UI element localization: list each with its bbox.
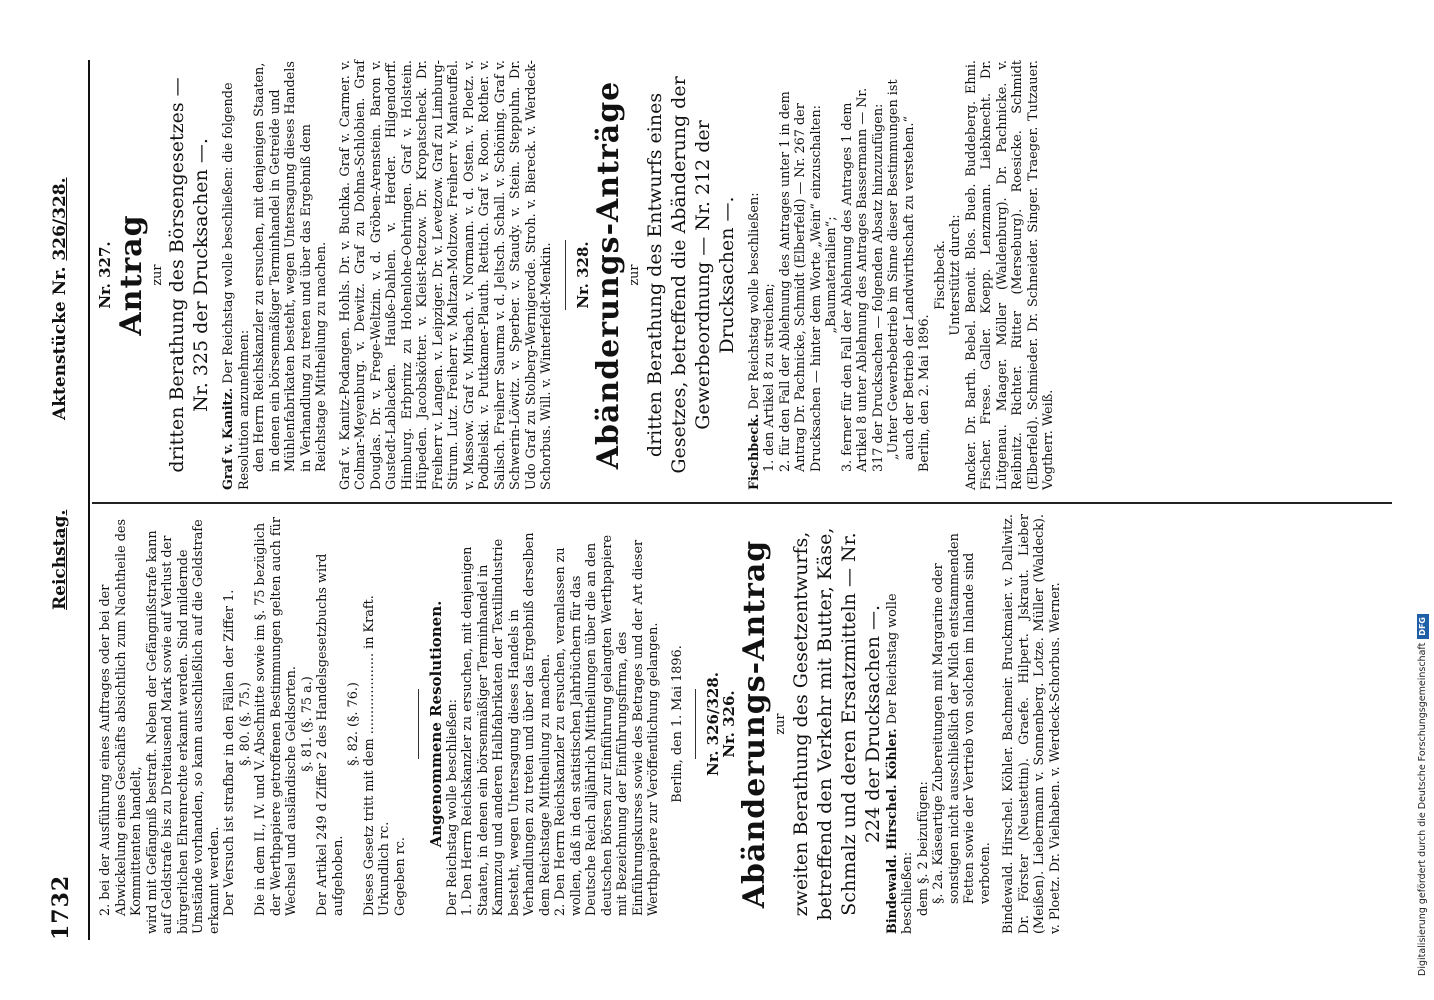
- antrag-326-line: dem §. 2 beizufügen:: [915, 781, 931, 916]
- paragraph: Urkundlich rc.: [377, 821, 392, 916]
- spacer: [330, 60, 338, 490]
- paragraph: Der Artikel 249 d Ziffer 2 des Handelsgesetzbuchs wird aufgehoben.: [315, 553, 346, 916]
- left-column: [98, 514, 1063, 934]
- antrag-328-signature: Fischbeck.: [932, 240, 948, 310]
- antrag-328-item: „Unter Gewerbebetrieb im Sinne dieser Bestimmungen ist auch der Betrieb der Landwirthschaft zu verstehen.“: [886, 79, 917, 460]
- antrag-326-movers: Bindewald. Hirschel. Köhler.: [884, 728, 900, 934]
- resolutions-intro: Der Reichstag wolle beschließen:: [444, 699, 460, 916]
- spacer: [213, 60, 221, 490]
- paragraph: 2. bei der Ausführung eines Auftrages oder bei der Abwickelung eines Geschäfts absichtlich zum Nachtheile des Kommittenten handelt,: [98, 518, 144, 916]
- spacer: [993, 514, 1001, 934]
- antrag-327-number: Nr. 327.: [96, 241, 114, 309]
- page-number: 1732: [48, 874, 74, 940]
- antrag-328-supporters: Ancker. Dr. Barth. Bebel. Benoit. Blos. Bueb. Buddeberg. Ehni. Fischer. Frese. Galler. Koepp. Lenzmann. Liebknecht. Dr. Lütgenau. Maager. Möller (Waldenburg). Dr. Pachnicke. v. Reibnitz. Richter. Ritter (Merseburg). Roesicke. Schmidt (Elberfeld). Schmieder. Dr. Schneider. Singer. Traeger. Tutzauer. Vogtherr. Weiß.: [963, 60, 1056, 490]
- antrag-328-intro: Der Reichstag wolle beschließen:: [746, 192, 762, 410]
- antrag-326-subject: zweiten Berathung des Gesetzentwurfs, betreffend den Verkehr mit Butter, Käse, Schmalz und deren Ersatzmitteln — Nr. 224 der Drucksachen —.: [789, 527, 884, 921]
- antrag-328-body: [747, 60, 763, 490]
- spacer: [662, 514, 670, 934]
- antrag-326-combined-number: Nr. 326/328.: [704, 672, 722, 777]
- section-heading: §. 82. (§. 76.): [346, 682, 361, 766]
- antrag-327-subject: dritten Berathung des Börsengesetzes — Nr. 325 der Drucksachen —.: [166, 77, 212, 473]
- paragraph: Der Versuch ist strafbar in den Fällen der Ziffer 1.: [222, 589, 237, 916]
- antrag-327-intro: Der Reichstag wolle beschließen: die folgende Resolution anzunehmen:: [221, 82, 252, 490]
- header-rule: [88, 60, 90, 940]
- antrag-326-text: §. 2a. Käseartige Zubereitungen mit Margarine oder sonstigen nicht ausschließlich der Milch entstammenden Fetten sowie der Vertrieb von solchen im Inlande sind verboten.: [931, 533, 993, 904]
- header-right-number: 326/328.: [50, 177, 70, 261]
- antrag-328-supported-label: Unterstützt durch:: [948, 214, 963, 336]
- column-divider: [92, 502, 1392, 504]
- header-right-title: [50, 177, 70, 420]
- antrag-326-supporters: Bindewald. Hirschel. Köhler. Bachmeir. Bruckmaier. v. Dallwitz. Dr. Förster (Neustettin). Graefe. Hilpert. Jskraut. Lieber (Meißen). Liebermann v. Sonnenberg. Lotze. Müller (Waldeck). v. Ploetz. Dr. Vielhaben. v. Werdeck-Schorbus. Werner.: [1001, 514, 1063, 934]
- paragraph: Dieses Gesetz tritt mit dem .................... in Kraft.: [361, 595, 377, 916]
- antrag-328-mover: Fischbeck.: [746, 413, 762, 490]
- header-left-title: Reichstag.: [50, 509, 70, 610]
- antrag-328-item: 3. ferner für den Fall der Ablehnung des Antrages 1 dem Artikel 8 unter Ablehnung des Antrages Bassermann — Nr. 317 der Drucksachen — folgenden Absatz hinzuzufügen:: [839, 87, 886, 472]
- antrag-326-title: Abänderungs-Antrag: [737, 539, 772, 909]
- antrag-328-item: 1. den Artikel 8 zu streichen;: [762, 283, 777, 472]
- antrag-327-zur: zur: [149, 264, 165, 286]
- antrag-327-supporters: Graf v. Kanitz-Podangen. Hohls. Dr. v. Buchka. Graf v. Carmer. v. Colmar-Meyenburg. v. Dewitz. Graf zu Dohna-Schlobien. Graf Douglas. Dr. v. Frege-Weltzin. v. d. Gröben-Arenstein. Baron v. Gustedt-Lablacken. Hauße-Dahlen. v. Herder. Hilgendorff. Himburg. Erbprinz zu Hohenlohe-Oehringen. Graf v. Holstein. Hüpeden. Jacobskötter. v. Kleist-Retzow. Dr. Kropatscheck. Dr. Freiherr v. Langen. v. Leipziger. Dr. v. Levetzow. Graf zu Limburg-Stirum. Lutz. Freiherr v. Maltzan-Moltzow. Freiherr v. Manteuffel. v. Massow. Graf v. Mirbach. v. Normann. v. d. Osten. v. Ploetz. v. Podbielski. v. Puttkamer-Plauth. Rettich. Graf v. Roon. Rother. v. Salisch. Freiherr Saurma v. d. Jeltsch. Schall. v. Schöning. Graf v. Schwerin-Löwitz. v. Sperber. v. Staudy. v. Stein. Steppuhn. Dr. Udo Graf zu Stolberg-Wernigerode. Stroh. v. Biereck. v. Werdeck-Schorbus. Will. v. Winterfeldt-Menkin.: [337, 60, 554, 490]
- dfg-stamp-text-line: [1413, 6, 1434, 996]
- antrag-328-title: Abänderungs-Anträge: [591, 80, 626, 470]
- antrag-328-zur: zur: [627, 264, 642, 286]
- antrag-328-item: „Baumaterialien“;: [824, 216, 839, 334]
- page-header: [48, 60, 84, 940]
- resolution-item: 2. Den Herrn Reichskanzler zu ersuchen, veranlassen zu wollen, daß in den statistischen Jahrbüchern für das Deutsche Reich alljährlich Mittheilungen über die an den deutschen Börsen zur Einführung gelangten Werthpapiere mit Bezeichnung der Einführungsfirma, des Einführungskurses sowie des Betrages und der Art dieser Werthpapiere zur Veröffentlichung gelangen.: [553, 534, 661, 916]
- antrag-327-text: den Herrn Reichskanzler zu ersuchen, mit denjenigen Staaten, in denen ein börsenmäßiger Terminhandel in Getreide und Mühlenfabrikaten besteht, wegen Untersagung dieses Handels in Verhandlung zu treten und über das Ergebniß dem Reichstage Mittheilung zu machen.: [252, 61, 329, 472]
- resolutions-date: Berlin, den 1. Mai 1896.: [669, 645, 685, 803]
- paragraph: Die in dem II., IV. und V. Abschnitte sowie im §. 75 bezüglich der Werthpapiere getroffenen Bestimmungen gelten auch für Wechsel und ausländische Geldsorten.: [253, 516, 299, 916]
- antrag-327-body: [221, 60, 252, 490]
- paragraph: Gegeben rc.: [392, 837, 408, 916]
- antrag-326-zur: zur: [773, 713, 788, 735]
- dfg-stamp: [1410, 6, 1434, 996]
- spacer: [739, 60, 747, 490]
- resolution-item: 1. Den Herrn Reichskanzler zu ersuchen, mit denjenigen Staaten, in denen ein börsenmäßiger Terminhandel in Kammzug und anderen Halbfabrikaten der Textilindustrie besteht, wegen Untersagung dieses Handels in Verhandlungen zu treten und über das Ergebniß derselben dem Reichstage Mittheilung zu machen.: [460, 532, 553, 916]
- paragraph: wird mit Gefängniß bestraft. Neben der Gefängnißstrafe kann auf Geldstrafe bis zu Dreitausend Mark sowie auf Verlust der bürgerlichen Ehrenrechte erkannt werden. Sind mildernde Umstände vorhanden, so kann ausschließlich auf die Geldstrafe erkannt werden.: [144, 519, 222, 934]
- section-heading: §. 81. (§. 75 a.): [299, 676, 315, 772]
- antrag-328-subject: dritten Berathung des Entwurfs eines Gesetzes, betreffend die Abänderung der Gewerbeordnung — Nr. 212 der Drucksachen —.: [643, 76, 738, 474]
- antrag-327-mover: Graf v. Kanitz.: [221, 387, 236, 490]
- divider: [565, 240, 566, 310]
- right-column: [98, 60, 1057, 490]
- resolutions-heading: Angenommene Resolutionen.: [427, 600, 445, 848]
- dfg-logo: DFG: [1417, 614, 1429, 639]
- header-right-prefix: Aktenstücke Nr.: [50, 266, 70, 420]
- antrag-328-number: Nr. 328.: [573, 241, 592, 309]
- antrag-326-intro: Der Reichstag wolle beschließen:: [884, 593, 915, 934]
- antrag-327-title: Antrag: [113, 214, 149, 336]
- antrag-328-item: 2. für den Fall der Ablehnung des Antrages unter 1 in dem Antrag Dr. Pachnicke, Schmidt (Elberfeld) — Nr. 267 der Drucksachen — hinter dem Worte „Wein“ einzuschalten:: [777, 91, 824, 472]
- divider: [418, 689, 419, 759]
- antrag-326-body: [885, 514, 916, 934]
- section-heading: §. 80. (§. 75.): [237, 682, 253, 766]
- antrag-328-date: Berlin, den 2. Mai 1896.: [917, 314, 932, 472]
- antrag-326-number: Nr. 326.: [719, 690, 738, 758]
- dfg-stamp-text: Digitalisierung gefördert durch die Deutsche Forschungsgemeinschaft: [1417, 642, 1428, 976]
- divider: [695, 689, 696, 759]
